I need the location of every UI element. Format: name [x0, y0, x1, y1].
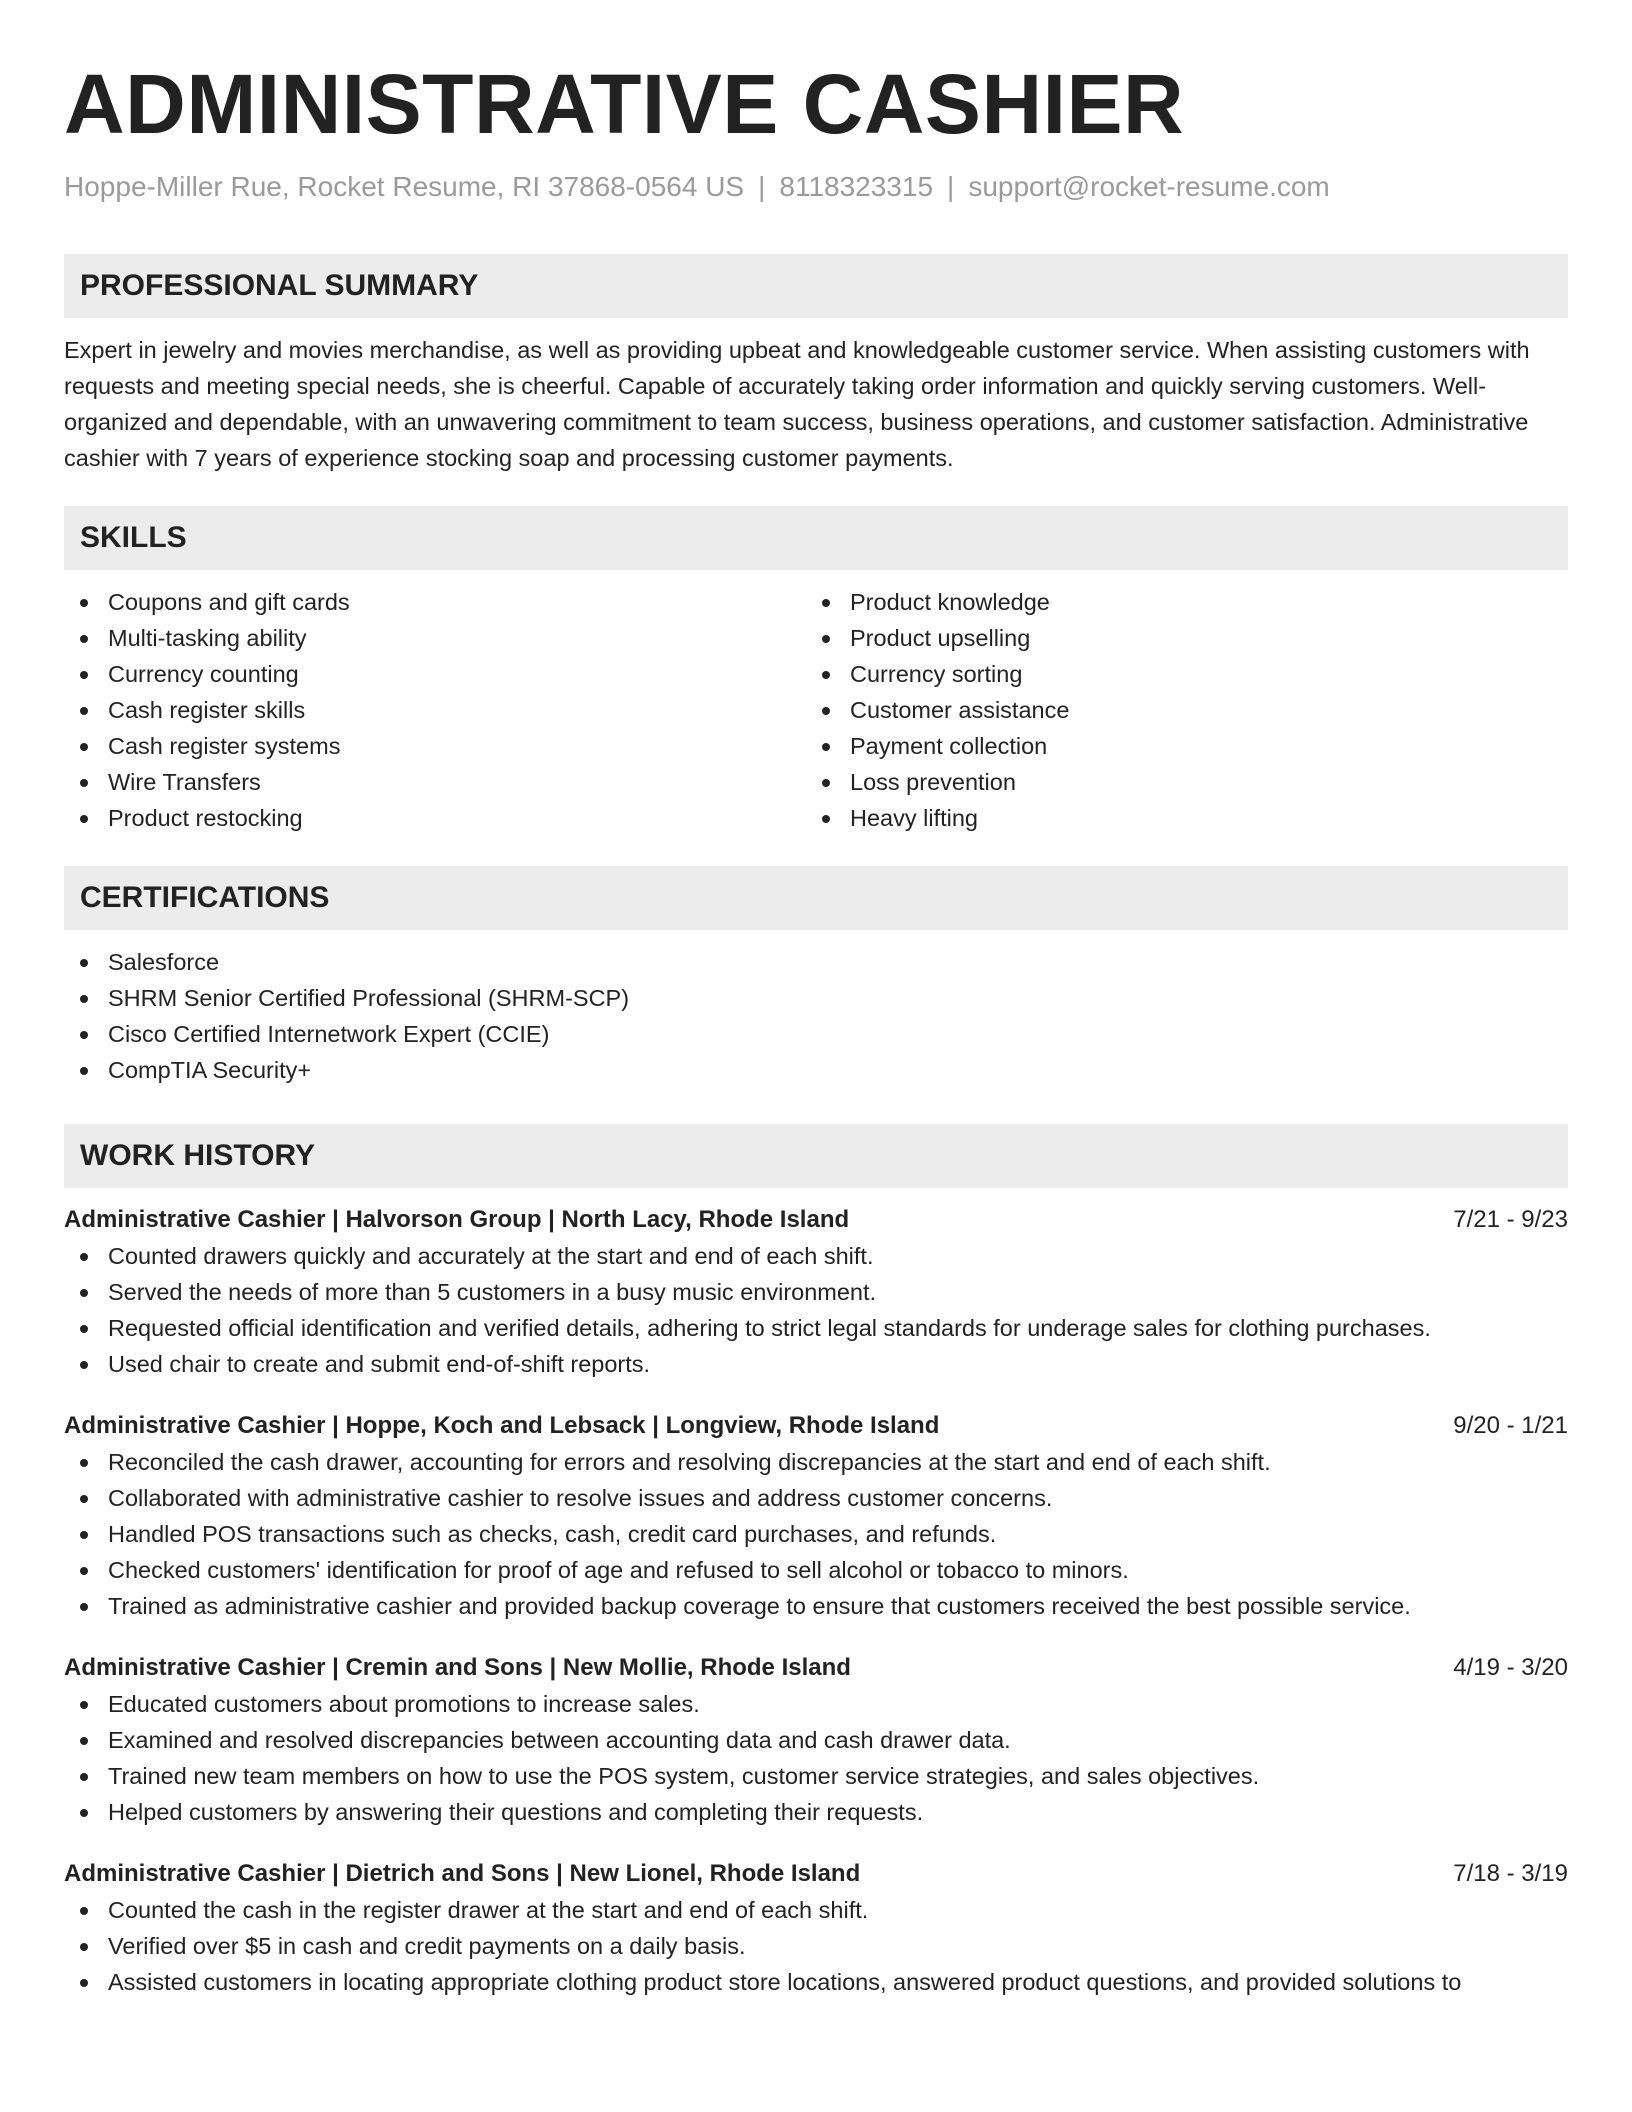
job-duty: Verified over $5 in cash and credit payments on a daily basis. [64, 1928, 1568, 1964]
job-duty: Assisted customers in locating appropriate clothing product store locations, answered product questions, and provided solutions to [64, 1964, 1568, 2000]
job-header [64, 1856, 1568, 1892]
skills-list [64, 584, 1568, 836]
job-duty: Reconciled the cash drawer, accounting for errors and resolving discrepancies at the start and end of each shift. [64, 1444, 1568, 1480]
job-duty: Handled POS transactions such as checks, cash, credit card purchases, and refunds. [64, 1516, 1568, 1552]
job-duty: Educated customers about promotions to increase sales. [64, 1686, 1568, 1722]
contact-line [64, 170, 1568, 204]
job-entry [64, 1650, 1568, 1830]
job-dates: 7/21 - 9/23 [1453, 1206, 1568, 1233]
skills-column-right [806, 584, 1548, 836]
job-header [64, 1650, 1568, 1686]
certification-item: Salesforce [64, 944, 1568, 980]
summary-text: Expert in jewelry and movies merchandise, as well as providing upbeat and knowledgeable customer service. When assisting customers with requests and meeting special needs, she is cheerful. Capable of accurately taking order information and quickly serving customers. Well-organized and dependable, with an unwavering commitment to team success, business operations, and customer satisfaction. Administrative cashier with 7 years of experience stocking soap and processing customer payments. [64, 337, 1530, 471]
skill-item: Currency sorting [806, 656, 1548, 692]
job-duties [64, 1238, 1568, 1382]
job-header [64, 1202, 1568, 1238]
job-dates: 9/20 - 1/21 [1453, 1412, 1568, 1439]
job-duty: Examined and resolved discrepancies between accounting data and cash drawer data. [64, 1722, 1568, 1758]
job-title: Administrative Cashier | Hoppe, Koch and Lebsack | Longview, Rhode Island [64, 1412, 940, 1439]
job-title: Administrative Cashier | Dietrich and Sons | New Lionel, Rhode Island [64, 1860, 861, 1887]
skill-item: Currency counting [64, 656, 806, 692]
skill-item: Product restocking [64, 800, 806, 836]
skill-item: Product knowledge [806, 584, 1548, 620]
job-entry [64, 1408, 1568, 1624]
job-duty: Requested official identification and verified details, adhering to strict legal standards for underage sales for clothing purchases. [64, 1310, 1568, 1346]
contact-address: Hoppe-Miller Rue, Rocket Resume, RI 37868-0564 US [64, 171, 745, 202]
certification-item: CompTIA Security+ [64, 1052, 1568, 1088]
certification-item: Cisco Certified Internetwork Expert (CCIE) [64, 1016, 1568, 1052]
job-entry [64, 1856, 1568, 2000]
contact-separator: | [947, 171, 955, 202]
skills-heading: SKILLS [64, 506, 1568, 570]
job-duty: Trained as administrative cashier and provided backup coverage to ensure that customers received the best possible service. [64, 1588, 1568, 1624]
certifications-heading: CERTIFICATIONS [64, 866, 1568, 930]
job-duty: Counted the cash in the register drawer at the start and end of each shift. [64, 1892, 1568, 1928]
skill-item: Wire Transfers [64, 764, 806, 800]
job-dates: 4/19 - 3/20 [1453, 1654, 1568, 1681]
job-duty: Used chair to create and submit end-of-shift reports. [64, 1346, 1568, 1382]
skill-item: Loss prevention [806, 764, 1548, 800]
job-title: Administrative Cashier | Halvorson Group | North Lacy, Rhode Island [64, 1206, 850, 1233]
skill-item: Cash register systems [64, 728, 806, 764]
contact-separator: | [758, 171, 766, 202]
skill-item: Heavy lifting [806, 800, 1548, 836]
skill-item: Payment collection [806, 728, 1548, 764]
skill-item: Cash register skills [64, 692, 806, 728]
certification-item: SHRM Senior Certified Professional (SHRM-SCP) [64, 980, 1568, 1016]
job-duties [64, 1686, 1568, 1830]
resume-page [64, 0, 1568, 2000]
contact-phone: 8118323315 [779, 171, 934, 202]
job-duties [64, 1892, 1568, 2000]
skill-item: Multi-tasking ability [64, 620, 806, 656]
job-duties [64, 1444, 1568, 1624]
work-history-heading: WORK HISTORY [64, 1124, 1568, 1188]
job-duty: Counted drawers quickly and accurately at the start and end of each shift. [64, 1238, 1568, 1274]
summary-heading: PROFESSIONAL SUMMARY [64, 254, 1568, 318]
job-duty: Trained new team members on how to use the POS system, customer service strategies, and sales objectives. [64, 1758, 1568, 1794]
job-duty: Checked customers' identification for proof of age and refused to sell alcohol or tobacco to minors. [64, 1552, 1568, 1588]
candidate-name: ADMINISTRATIVE CASHIER [64, 57, 1185, 151]
skill-item: Coupons and gift cards [64, 584, 806, 620]
skill-item: Product upselling [806, 620, 1548, 656]
job-header [64, 1408, 1568, 1444]
job-dates: 7/18 - 3/19 [1453, 1860, 1568, 1887]
skills-column-left [64, 584, 806, 836]
job-duty: Served the needs of more than 5 customers in a busy music environment. [64, 1274, 1568, 1310]
contact-email: support@rocket-resume.com [968, 171, 1330, 202]
job-title: Administrative Cashier | Cremin and Sons | New Mollie, Rhode Island [64, 1654, 851, 1681]
job-entry [64, 1202, 1568, 1382]
job-duty: Collaborated with administrative cashier to resolve issues and address customer concerns. [64, 1480, 1568, 1516]
certifications-list [64, 944, 1568, 1088]
skill-item: Customer assistance [806, 692, 1548, 728]
job-duty: Helped customers by answering their questions and completing their requests. [64, 1794, 1568, 1830]
